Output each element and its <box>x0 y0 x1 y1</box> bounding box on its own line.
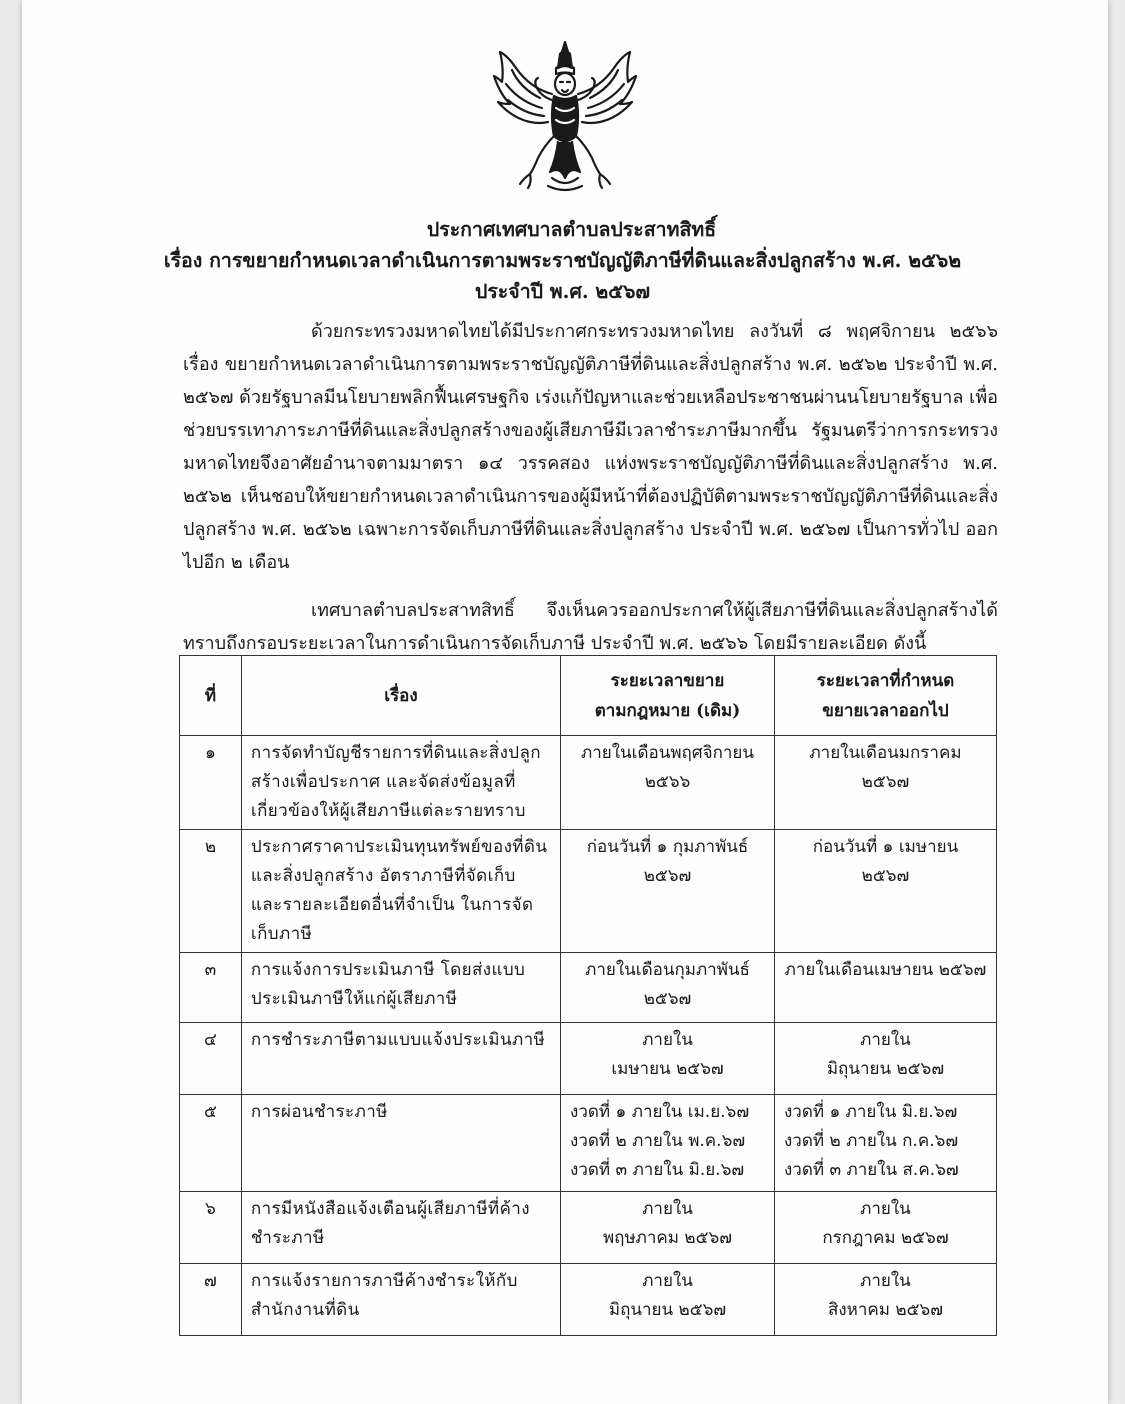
original-line: งวดที่ ๓ ภายใน มิ.ย.๖๗ <box>570 1160 745 1180</box>
original-line: พฤษภาคม ๒๕๖๗ <box>602 1228 733 1248</box>
garuda-emblem-icon <box>490 38 640 194</box>
row-extended-period <box>774 1264 996 1336</box>
header-original-line2: ตามกฎหมาย (เดิม) <box>594 700 741 721</box>
row-extended-period <box>774 830 996 953</box>
original-line: ภายใน <box>642 1199 693 1219</box>
extended-line: ภายใน <box>860 1030 911 1050</box>
announcement-subject: เรื่อง การขยายกำหนดเวลาดำเนินการตามพระราชบัญญัติภาษีที่ดินและสิ่งปลูกสร้าง พ.ศ. ๒๕๖๒ <box>163 249 962 272</box>
announcement-body <box>183 315 998 660</box>
table-row <box>180 1264 997 1336</box>
extended-line: มิถุนายน ๒๕๖๗ <box>826 1059 945 1079</box>
row-number: ๔ <box>180 1023 242 1095</box>
row-original-period <box>561 1192 775 1264</box>
extended-line: กรกฎาคม ๒๕๖๗ <box>822 1228 949 1248</box>
original-line: ภายในเดือนพฤศจิกายน <box>581 743 755 763</box>
original-line: ๒๕๖๗ <box>643 866 692 886</box>
row-subject: การแจ้งการประเมินภาษี โดยส่งแบบประเมินภาษีให้แก่ผู้เสียภาษี <box>241 953 560 1023</box>
extended-line: ก่อนวันที่ ๑ เมษายน <box>812 837 959 857</box>
row-original-period <box>561 1264 775 1336</box>
original-line: ๒๕๖๖ <box>644 772 691 792</box>
row-subject: การผ่อนชำระภาษี <box>241 1095 560 1192</box>
table-row <box>180 953 997 1023</box>
row-extended-period <box>774 736 996 830</box>
row-original-period <box>561 830 775 953</box>
original-line: ภายใน <box>642 1271 693 1291</box>
announcement-title: ประกาศเทศบาลตำบลประสาทสิทธิ์ <box>426 218 717 241</box>
original-line: ภายใน <box>642 1030 693 1050</box>
row-extended-period <box>774 1095 996 1192</box>
header-subject: เรื่อง <box>241 656 560 736</box>
extended-line: ภายในเดือนเมษายน ๒๕๖๗ <box>784 960 987 980</box>
original-line: ๒๕๖๗ <box>643 989 692 1009</box>
table-row <box>180 736 997 830</box>
row-number: ๒ <box>180 830 242 953</box>
row-extended-period <box>774 1192 996 1264</box>
paragraph-1: ด้วยกระทรวงมหาดไทยได้มีประกาศกระทรวงมหาดไทย ลงวันที่ ๘ พฤศจิกายน ๒๕๖๖ เรื่อง ขยายกำหนดเวลาดำเนินการตามพระราชบัญญัติภาษีที่ดินและสิ่งปลูกสร้าง พ.ศ. ๒๕๖๒ ประจำปี พ.ศ. ๒๕๖๗ ด้วยรัฐบาลมีนโยบายพลิกฟื้นเศรษฐกิจ เร่งแก้ปัญหาและช่วยเหลือประชาชนผ่านนโยบายรัฐบาล เพื่อช่วยบรรเทาภาระภาษีที่ดินและสิ่งปลูกสร้างของผู้เสียภาษีมีเวลาชำระภาษีมากขึ้น รัฐมนตรีว่าการกระทรวงมหาดไทยจึงอาศัยอำนาจตามมาตรา ๑๔ วรรคสอง แห่งพระราชบัญญัติภาษีที่ดินและสิ่งปลูกสร้าง พ.ศ. ๒๕๖๒ เห็นชอบให้ขยายกำหนดเวลาดำเนินการของผู้มีหน้าที่ต้องปฏิบัติตามพระราชบัญญัติภาษีที่ดินและสิ่งปลูกสร้าง พ.ศ. ๒๕๖๒ เฉพาะการจัดเก็บภาษีที่ดินและสิ่งปลูกสร้าง ประจำปี พ.ศ. ๒๕๖๗ เป็นการทั่วไป ออกไปอีก ๒ เดือน <box>183 321 998 573</box>
extended-line: ภายในเดือนมกราคม <box>809 743 962 763</box>
announcement-year: ประจำปี พ.ศ. ๒๕๖๗ <box>474 280 651 303</box>
row-extended-period <box>774 1023 996 1095</box>
table-header-row <box>180 656 997 736</box>
paragraph-2: เทศบาลตำบลประสาทสิทธิ์ จึงเห็นควรออกประกาศให้ผู้เสียภาษีที่ดินและสิ่งปลูกสร้างได้ทราบถึงกรอบระยะเวลาในการดำเนินการจัดเก็บภาษี ประจำปี พ.ศ. ๒๕๖๖ โดยมีรายละเอียด ดังนี้ <box>183 600 998 654</box>
extended-line: ภายใน <box>860 1271 911 1291</box>
row-original-period <box>561 736 775 830</box>
row-number: ๑ <box>180 736 242 830</box>
schedule-table <box>179 655 997 1336</box>
row-number: ๗ <box>180 1264 242 1336</box>
row-original-period <box>561 953 775 1023</box>
row-number: ๕ <box>180 1095 242 1192</box>
row-subject: การแจ้งรายการภาษีค้างชำระให้กับสำนักงานที่ดิน <box>241 1264 560 1336</box>
row-subject: การชำระภาษีตามแบบแจ้งประเมินภาษี <box>241 1023 560 1095</box>
extended-line: ภายใน <box>860 1199 911 1219</box>
extended-line: งวดที่ ๒ ภายใน ก.ค.๖๗ <box>783 1131 959 1151</box>
header-extended-line1: ระยะเวลาที่กำหนด <box>816 670 955 691</box>
original-line: เมษายน ๒๕๖๗ <box>611 1059 724 1079</box>
table-row <box>180 1095 997 1192</box>
table-row <box>180 1192 997 1264</box>
row-extended-period <box>774 953 996 1023</box>
extended-line: ๒๕๖๗ <box>861 772 910 792</box>
row-original-period <box>561 1023 775 1095</box>
row-number: ๓ <box>180 953 242 1023</box>
row-original-period <box>561 1095 775 1192</box>
original-line: ก่อนวันที่ ๑ กุมภาพันธ์ <box>586 837 749 857</box>
original-line: มิถุนายน ๒๕๖๗ <box>608 1300 727 1320</box>
table-row <box>180 830 997 953</box>
header-original-period <box>561 656 775 736</box>
row-subject: การมีหนังสือแจ้งเตือนผู้เสียภาษีที่ค้างชำระภาษี <box>241 1192 560 1264</box>
row-subject: การจัดทำบัญชีรายการที่ดินและสิ่งปลูกสร้างเพื่อประกาศ และจัดส่งข้อมูลที่เกี่ยวข้องให้ผู้เสียภาษีแต่ละรายทราบ <box>241 736 560 830</box>
original-line: งวดที่ ๒ ภายใน พ.ค.๖๗ <box>570 1131 746 1151</box>
table-row <box>180 1023 997 1095</box>
header-extended-period <box>774 656 996 736</box>
extended-line: ๒๕๖๗ <box>861 866 910 886</box>
announcement-header <box>0 214 1125 307</box>
row-number: ๖ <box>180 1192 242 1264</box>
row-subject: ประกาศราคาประเมินทุนทรัพย์ของที่ดินและสิ่งปลูกสร้าง อัตราภาษีที่จัดเก็บ และรายละเอียดอื่นที่จำเป็น ในการจัดเก็บภาษี <box>241 830 560 953</box>
original-line: งวดที่ ๑ ภายใน เม.ย.๖๗ <box>570 1102 750 1122</box>
extended-line: สิงหาคม ๒๕๖๗ <box>827 1300 944 1320</box>
header-extended-line2: ขยายเวลาออกไป <box>822 700 949 721</box>
header-original-line1: ระยะเวลาขยาย <box>610 670 725 691</box>
extended-line: งวดที่ ๓ ภายใน ส.ค.๖๗ <box>783 1160 959 1180</box>
extended-line: งวดที่ ๑ ภายใน มิ.ย.๖๗ <box>783 1102 958 1122</box>
original-line: ภายในเดือนกุมภาพันธ์ <box>585 960 750 980</box>
header-no: ที่ <box>180 656 242 736</box>
